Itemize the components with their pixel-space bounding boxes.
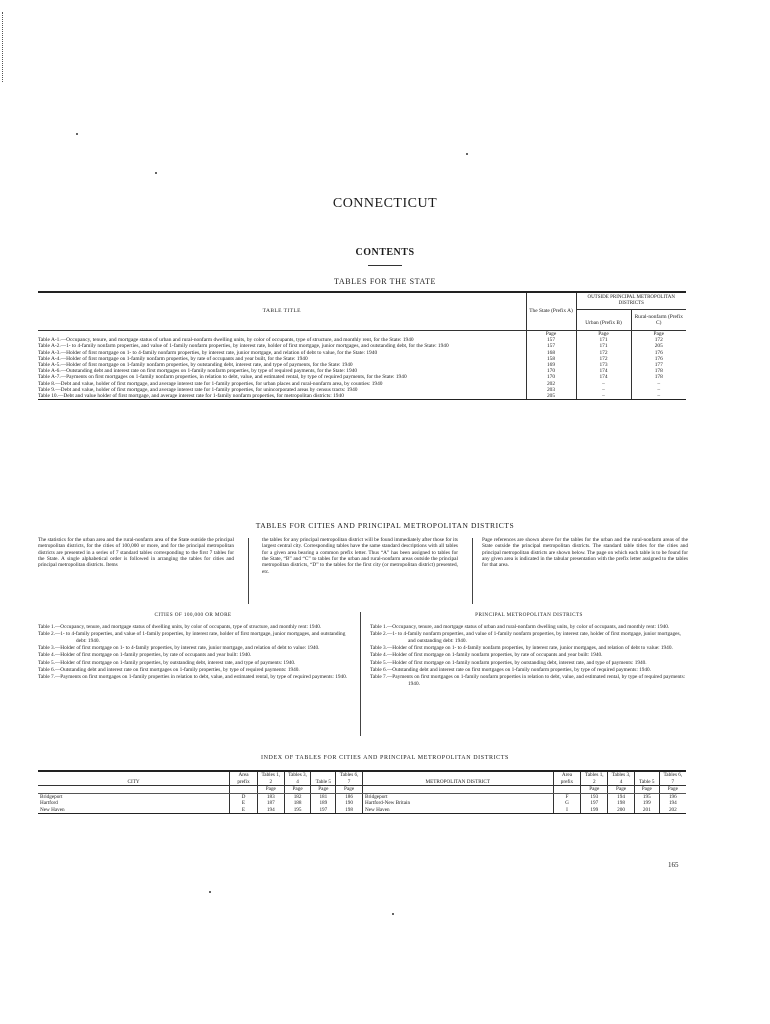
page-cell: 189 bbox=[311, 800, 336, 807]
page-label: Page bbox=[608, 786, 635, 794]
col-tables-6-7: Tables 6, 7 bbox=[659, 771, 686, 786]
table-row bbox=[38, 393, 686, 400]
state-tables-heading: TABLES FOR THE STATE bbox=[334, 277, 436, 286]
table-title-cell: Table A-7.—Payments on first mortgages on 1-family nonfarm properties, in relation to debt, value, and estimated rental, by type of required payments, for the State: 1940 bbox=[38, 374, 407, 381]
districts-subhead: PRINCIPAL METROPOLITAN DISTRICTS bbox=[475, 612, 583, 618]
list-item: Table 6.—Outstanding debt and interest rate on first mortgages on 1-family properties, by type of required payments: 1940. bbox=[38, 667, 300, 674]
col-tables-3-4: Tables 3, 4 bbox=[284, 771, 311, 786]
scan-speck bbox=[76, 133, 78, 135]
district-name-cell: Bridgeport bbox=[362, 793, 553, 800]
list-item: Table 1.—Occupancy, tenure, and mortgage status of dwelling units, by color of occupants, type of structure, and monthly rent: 1940. bbox=[38, 624, 322, 630]
area-prefix-cell: I bbox=[553, 807, 581, 814]
urban-page-cell: – bbox=[576, 393, 631, 400]
rural-page-cell: 178 bbox=[631, 368, 686, 374]
page-cell: 196 bbox=[659, 793, 686, 800]
col-tables-1-2: Tables 1, 2 bbox=[257, 771, 284, 786]
col-area-prefix: Area prefix bbox=[230, 771, 258, 786]
page-cell: 187 bbox=[257, 800, 284, 807]
page-label: Page bbox=[284, 786, 311, 794]
page-number: 165 bbox=[668, 861, 679, 869]
state-page-cell: 170 bbox=[526, 374, 576, 380]
table-title-cell: Table A-3.—Holder of first mortgage on 1- to 4-family nonfarm properties, by interest rate, junior mortgage, and relation of debt to value, for the State: 1940 bbox=[38, 349, 378, 356]
area-prefix-cell: G bbox=[553, 800, 581, 807]
page-cell: 201 bbox=[634, 807, 659, 814]
page-cell: 199 bbox=[581, 807, 608, 814]
table-title-cell: Table 9.—Debt and value, holder of first mortgage, and average interest rate for 1-family properties, for unincorporated areas by census tracts: 1940 bbox=[38, 386, 358, 393]
scan-speck bbox=[155, 172, 157, 174]
city-name-cell: Bridgeport bbox=[40, 793, 63, 800]
table-row bbox=[38, 793, 686, 800]
page-cell: 200 bbox=[608, 807, 635, 814]
page-label: Page bbox=[576, 330, 631, 337]
district-name-cell: New Haven bbox=[362, 807, 553, 814]
column-divider bbox=[472, 538, 473, 604]
list-item: Table 2.—1- to 4-family properties, and value of 1-family properties, by interest rate, holder of first mortgage, junior mortgages, and outstanding debt: 1940. bbox=[38, 631, 346, 644]
page-cell: 193 bbox=[581, 793, 608, 800]
scan-speck bbox=[466, 153, 468, 155]
contents-heading: CONTENTS bbox=[355, 247, 415, 258]
page-cell: 202 bbox=[659, 807, 686, 814]
state-page-cell: 157 bbox=[526, 343, 576, 349]
state-page-cell: 203 bbox=[526, 387, 576, 393]
page-cell: 198 bbox=[608, 800, 635, 807]
page-label: Page bbox=[634, 786, 659, 794]
page-label: Page bbox=[659, 786, 686, 794]
city-name-cell: Hartford bbox=[40, 800, 58, 806]
page-cell: 188 bbox=[284, 800, 311, 807]
area-prefix-cell: F bbox=[553, 793, 581, 800]
table-title-cell: Table A-4.—Holder of first mortgage on 1-family nonfarm properties, by rate of occupants and year built, for the State: 1940 bbox=[38, 355, 308, 362]
rural-page-cell: 178 bbox=[631, 374, 686, 380]
scan-speck bbox=[209, 891, 211, 893]
list-item: Table 5.—Holder of first mortgage on 1-family properties, by outstanding debt, interest rate, and type of payments: 1940. bbox=[38, 659, 296, 666]
page-label: Page bbox=[311, 786, 336, 794]
state-page-cell: 202 bbox=[526, 381, 576, 387]
intro-paragraph-3: Page references are shown above for the tables for the urban and the rural-nonfarm areas of the State outside the principal metropolitan districts. The standard table titles for the cities and principal metropolitan districts are shown below. The page on which each table is to be found for any given area is indicated in the tabular presentation with the prefix letter assigned to the tables for that area. bbox=[482, 537, 688, 569]
page-cell: 186 bbox=[336, 793, 363, 800]
list-item: Table 2.—1- to 4-family nonfarm properties, and value of 1-family nonfarm properties, by interest rate, holder of first mortgage, junior mortgages, and outstanding debt: 1940. bbox=[370, 631, 681, 644]
state-page-cell: 205 bbox=[526, 393, 576, 400]
rural-page-cell: – bbox=[631, 381, 686, 387]
urban-page-cell: – bbox=[576, 387, 631, 393]
area-prefix-cell: D bbox=[230, 793, 258, 800]
rural-page-cell: 172 bbox=[631, 337, 686, 343]
urban-page-cell: 172 bbox=[576, 350, 631, 356]
page-label: Page bbox=[581, 786, 608, 794]
cities-subhead: CITIES OF 100,000 OR MORE bbox=[154, 612, 232, 618]
page-cell: 183 bbox=[257, 793, 284, 800]
urban-page-cell: 171 bbox=[576, 343, 631, 349]
col-tables-6-7: Tables 6, 7 bbox=[336, 771, 363, 786]
page-cell: 194 bbox=[608, 793, 635, 800]
page-cell: 197 bbox=[311, 807, 336, 814]
col-table-5: Table 5 bbox=[634, 771, 659, 786]
table-title-cell: Table A-5.—Holder of first mortgage on 1-family nonfarm properties, by outstanding debt, interest rate, and type of payments, for the State: 1940 bbox=[38, 361, 353, 368]
table-title-cell: Table A-6.—Outstanding debt and interest rate on first mortgages on 1-family nonfarm properties, by type of required payments, for the State: 1940 bbox=[38, 368, 358, 375]
page-cell: 198 bbox=[336, 807, 363, 814]
intro-paragraph-2: the tables for any principal metropolitan district will be found immediately after those for its largest central city. Corresponding tables have the same standard descriptions with all tables for a given area bearing a common prefix letter. Thus “A” has been assigned to tables for the State, “B” and “C” to tables for the urban and rural-nonfarm areas outside the principal metropolitan districts, “D” to the tables for the first city (or metropolitan district) presented, etc. bbox=[262, 537, 458, 575]
col-urban: Urban (Prefix B) bbox=[576, 309, 631, 330]
table-row bbox=[38, 807, 686, 814]
page-cell: 194 bbox=[257, 807, 284, 814]
col-area-prefix: Area prefix bbox=[553, 771, 581, 786]
state-page-cell: 158 bbox=[526, 356, 576, 362]
col-outside-group: OUTSIDE PRINCIPAL METROPOLITAN DISTRICTS bbox=[576, 292, 686, 309]
list-item: Table 4.—Holder of first mortgage on 1-family properties, by rate of occupants and year built: 1940. bbox=[38, 652, 252, 659]
col-state: The State (Prefix A) bbox=[526, 292, 576, 330]
rural-page-cell: – bbox=[631, 387, 686, 393]
table-title-cell: Table 10.—Debt and value holder of first mortgage, and average interest rate for 1-family nonfarm properties, for metropolitan districts: 1940 bbox=[38, 393, 526, 400]
page-cell: 190 bbox=[336, 800, 363, 807]
page-label: Page bbox=[336, 786, 363, 794]
heading-rule bbox=[368, 265, 402, 266]
page-cell: 199 bbox=[634, 800, 659, 807]
cities-table-list bbox=[38, 624, 354, 682]
page-label: Page bbox=[257, 786, 284, 794]
district-name-cell: Hartford-New Britain bbox=[362, 800, 553, 807]
list-item: Table 4.—Holder of first mortgage on 1-family nonfarm properties, by rate of occupants and year built: 1940. bbox=[370, 652, 603, 659]
col-table-5: Table 5 bbox=[311, 771, 336, 786]
rural-page-cell: 205 bbox=[631, 343, 686, 349]
page-cell: 195 bbox=[634, 793, 659, 800]
index-table bbox=[38, 770, 686, 814]
state-page-cell: 157 bbox=[526, 337, 576, 343]
urban-page-cell: 174 bbox=[576, 374, 631, 380]
col-tables-3-4: Tables 3, 4 bbox=[608, 771, 635, 786]
rural-page-cell: 177 bbox=[631, 362, 686, 368]
rural-page-cell: 176 bbox=[631, 356, 686, 362]
urban-page-cell: 172 bbox=[576, 356, 631, 362]
districts-table-list bbox=[370, 624, 688, 688]
rural-page-cell: – bbox=[631, 393, 686, 400]
area-prefix-cell: E bbox=[230, 800, 258, 807]
urban-page-cell: 171 bbox=[576, 337, 631, 343]
state-page-cell: 170 bbox=[526, 368, 576, 374]
list-item: Table 3.—Holder of first mortgage on 1- to 4-family nonfarm properties, by interest rate, junior mortgages, and relation of debt to value: 1940. bbox=[370, 645, 673, 652]
rural-page-cell: 176 bbox=[631, 350, 686, 356]
col-rural: Rural-nonfarm (Prefix C) bbox=[631, 309, 686, 330]
page-cell: 197 bbox=[581, 800, 608, 807]
state-tables-table bbox=[38, 291, 686, 400]
urban-page-cell: 173 bbox=[576, 362, 631, 368]
col-city: CITY bbox=[38, 771, 230, 786]
table-title-cell: Table 8.—Debt and value, holder of first mortgage, and average interest rate for 1-family properties, for urban places and rural-nonfarm area, by counties: 1940 bbox=[38, 380, 383, 387]
list-item: Table 6.—Outstanding debt and interest rate on first mortgages on 1-family nonfarm properties, by type of required payments: 1940. bbox=[370, 667, 652, 674]
page-cell: 194 bbox=[659, 800, 686, 807]
list-item: Table 5.—Holder of first mortgage on 1-family nonfarm properties, by outstanding debt, interest rate, and type of payments: 1940. bbox=[370, 659, 647, 666]
urban-page-cell: 174 bbox=[576, 368, 631, 374]
city-name-cell: New Haven bbox=[38, 807, 230, 814]
col-tables-1-2: Tables 1, 2 bbox=[581, 771, 608, 786]
page-label: Page bbox=[526, 330, 576, 337]
state-page-cell: 169 bbox=[526, 362, 576, 368]
page-label: Page bbox=[631, 330, 686, 337]
column-divider bbox=[248, 538, 249, 604]
state-title: CONNECTICUT bbox=[332, 196, 438, 211]
col-district: METROPOLITAN DISTRICT bbox=[362, 771, 553, 786]
table-title-cell: Table A-1.—Occupancy, tenure, and mortgage status of urban and rural-nonfarm dwelling units, by color of occupants, type of structure, and monthly rent, for the State: 1940 bbox=[38, 337, 414, 344]
scan-speck bbox=[392, 913, 394, 915]
table-title-cell: Table A-2.—1- to 4-family nonfarm properties, and value of 1-family nonfarm properties, by interest rate, holder of first mortgage, junior mortgages, and outstanding debt, for the State: 1940 bbox=[38, 343, 449, 350]
page-cell: 195 bbox=[284, 807, 311, 814]
page-cell: 182 bbox=[284, 793, 311, 800]
index-heading: INDEX OF TABLES FOR CITIES AND PRINCIPAL METROPOLITAN DISTRICTS bbox=[261, 755, 509, 761]
state-page-cell: 168 bbox=[526, 350, 576, 356]
scan-edge-marks bbox=[2, 12, 5, 82]
col-table-title: TABLE TITLE bbox=[38, 292, 526, 330]
page-cell: 181 bbox=[311, 793, 336, 800]
urban-page-cell: – bbox=[576, 381, 631, 387]
list-item: Table 3.—Holder of first mortgage on 1- to 4-family properties, by interest rate, junior mortgage, and relation of debt to value: 1940. bbox=[38, 645, 320, 652]
cities-section-heading: TABLES FOR CITIES AND PRINCIPAL METROPOLITAN DISTRICTS bbox=[255, 521, 515, 530]
area-prefix-cell: E bbox=[230, 807, 258, 814]
column-divider bbox=[360, 612, 361, 736]
list-item: Table 7.—Payments on first mortgages on 1-family properties in relation to debt, value, and estimated rental, by type of required payments: 1940. bbox=[38, 674, 348, 681]
intro-paragraph-1: The statistics for the urban area and the rural-nonfarm area of the State outside the principal metropolitan districts, for the cities of 100,000 or more, and for the principal metropolitan districts are presented in a series of 7 standard tables corresponding to the first 7 tables for the State. A single alphabetical order is followed in arranging the tables for cities and principal metropolitan districts. Items bbox=[38, 537, 234, 569]
list-item: Table 7.—Payments on first mortgages on 1-family nonfarm properties in relation to debt, value, and estimated rental, by type of required payments: 1940. bbox=[370, 674, 686, 687]
list-item: Table 1.—Occupancy, tenure, and mortgage status of urban and rural-nonfarm dwelling units, by color of occupants, and monthly rent: 1940. bbox=[370, 624, 670, 630]
